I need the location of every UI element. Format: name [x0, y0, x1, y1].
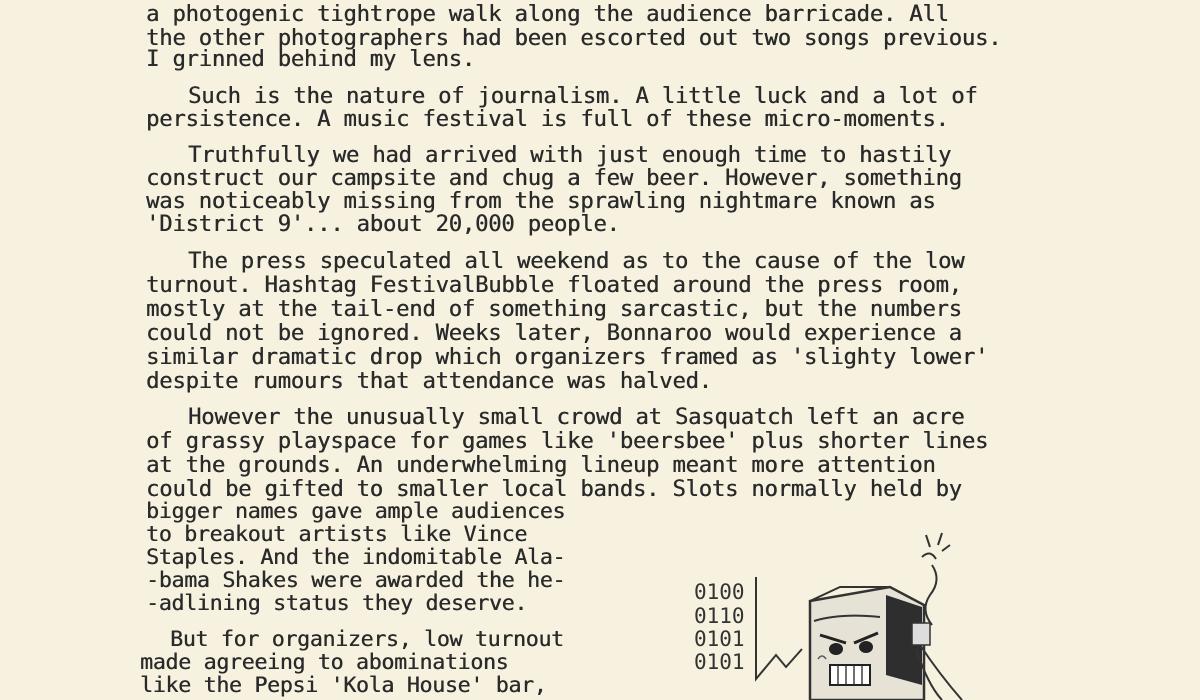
text-line: of grassy playspace for games like 'beersbee' plus shorter lines: [146, 428, 989, 454]
text-line: Truthfully we had arrived with just enough time to hastily: [188, 142, 952, 168]
binary-line: 0110: [694, 604, 745, 628]
text-line: at the grounds. An underwhelming lineup meant more attention: [146, 452, 936, 478]
text-line: a photogenic tightrope walk along the audience barricade. All: [146, 1, 949, 27]
text-line: like the Pepsi 'Kola House' bar,: [140, 673, 547, 698]
text-line: -adlining status they deserve.: [146, 591, 528, 616]
text-line: However the unusually small crowd at Sasquatch left an acre: [188, 404, 965, 430]
text-line: -bama Shakes were awarded the he-: [146, 568, 566, 593]
text-line: construct our campsite and chug a few beer. However, something: [146, 165, 962, 191]
text-line: 'District 9'... about 20,000 people.: [146, 211, 620, 237]
text-line: despite rumours that attendance was halved.: [146, 368, 712, 394]
text-line: bigger names gave ample audiences: [146, 499, 566, 524]
text-line: the other photographers had been escorted out two songs previous.: [146, 25, 1002, 51]
text-line: I grinned behind my lens.: [146, 46, 475, 72]
text-line: mostly at the tail-end of something sarcastic, but the numbers: [146, 296, 962, 322]
text-line: could not be ignored. Weeks later, Bonnaroo would experience a: [146, 320, 962, 346]
binary-line: 0101: [694, 650, 745, 674]
text-line: similar dramatic drop which organizers framed as 'slighty lower': [146, 344, 989, 370]
text-line: turnout. Hashtag FestivalBubble floated around the press room,: [146, 272, 962, 298]
text-line: was noticeably missing from the sprawling nightmare known as: [146, 188, 936, 214]
text-line: Staples. And the indomitable Ala-: [146, 545, 566, 570]
angry-robot-icon: [680, 525, 980, 700]
text-line: persistence. A music festival is full of these micro-moments.: [146, 106, 949, 132]
text-line: But for organizers, low turnout: [170, 627, 564, 652]
text-line: to breakout artists like Vince: [146, 522, 528, 547]
text-line: The press speculated all weekend as to the cause of the low: [188, 248, 965, 274]
text-line: could be gifted to smaller local bands. Slots normally held by: [146, 476, 962, 502]
binary-line: 0101: [694, 627, 745, 651]
text-line: Such is the nature of journalism. A little luck and a lot of: [188, 83, 978, 109]
text-line: made agreeing to abominations: [140, 650, 509, 675]
binary-line: 0100: [694, 580, 745, 604]
